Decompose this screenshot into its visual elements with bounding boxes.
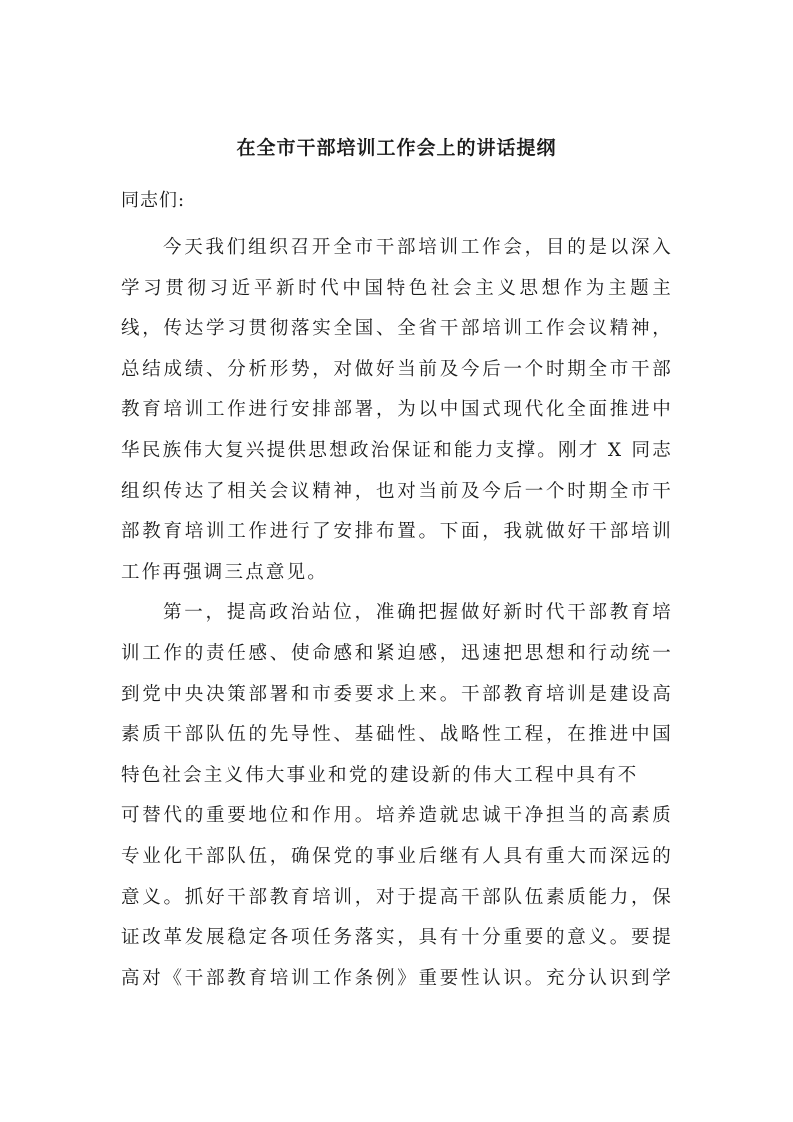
text-line: 高对《干部教育培训工作条例》重要性认识。充分认识到学 (121, 967, 673, 989)
document-title: 在全市干部培训工作会上的讲话提纲 (236, 137, 557, 159)
text-line: 部教育培训工作进行了安排布置。下面，我就做好干部培训 (121, 521, 673, 543)
text-line: 组织传达了相关会议精神，也对当前及今后一个时期全市干 (121, 480, 673, 502)
text-line: 到党中央决策部署和市委要求上来。干部教育培训是建设高 (121, 683, 673, 705)
text-line: 专业化干部队伍，确保党的事业后继有人具有重大而深远的 (121, 845, 673, 867)
text-line: 第一，提高政治站位，准确把握做好新时代干部教育培 (163, 602, 673, 624)
text-line: 总结成绩、分析形势，对做好当前及今后一个时期全市干部 (121, 358, 673, 380)
text-line: 线，传达学习贯彻落实全国、全省干部培训工作会议精神， (121, 318, 673, 340)
text-line: 教育培训工作进行安排部署，为以中国式现代化全面推进中 (121, 399, 673, 421)
text-line: 意义。抓好干部教育培训，对于提高干部队伍素质能力，保 (121, 886, 673, 908)
text-line: 素质干部队伍的先导性、基础性、战略性工程，在推进中国 (121, 724, 673, 746)
salutation: 同志们: (121, 190, 186, 211)
text-line: 特色社会主义伟大事业和党的建设新的伟大工程中具有不 (121, 764, 639, 786)
text-line: 训工作的责任感、使命感和紧迫感，迅速把思想和行动统一 (121, 642, 673, 664)
text-line: 学习贯彻习近平新时代中国特色社会主义思想作为主题主 (121, 277, 673, 299)
text-line: 今天我们组织召开全市干部培训工作会，目的是以深入 (163, 237, 673, 258)
text-line: 工作再强调三点意见。 (121, 561, 329, 583)
text-line: 华民族伟大复兴提供思想政治保证和能力支撑。刚才 X 同志 (121, 439, 673, 461)
text-line: 证改革发展稳定各项任务落实，具有十分重要的意义。要提 (121, 927, 673, 949)
text-line: 可替代的重要地位和作用。培养造就忠诚干净担当的高素质 (121, 805, 673, 827)
body-text (121, 228, 673, 999)
